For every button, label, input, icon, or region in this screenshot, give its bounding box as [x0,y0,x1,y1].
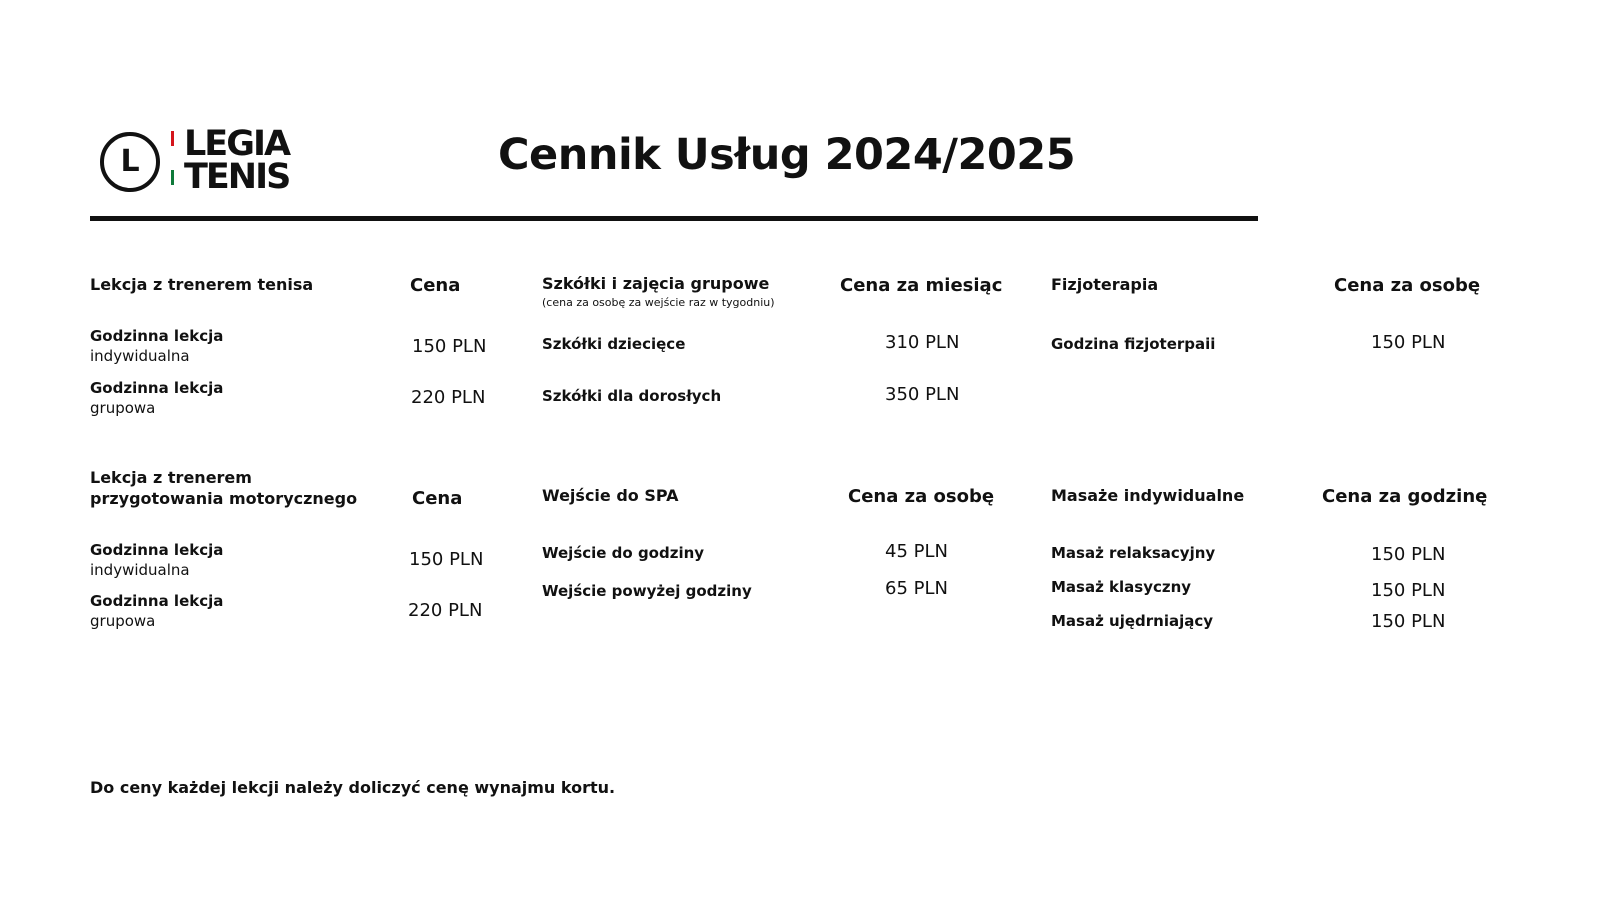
fizjo-heading: Fizjoterapia [1051,275,1159,294]
szkolki-item-price: 350 PLN [885,384,960,405]
masaze-item-name: Masaż klasyczny [1051,578,1192,596]
tenis-item-sub: indywidualna [90,347,190,365]
motor-item-name: Godzinna lekcja [90,541,224,559]
spa-item-name: Wejście do godziny [542,544,705,562]
szkolki-price-heading: Cena za miesiąc [840,275,1003,296]
spa-heading: Wejście do SPA [542,486,679,505]
masaze-item-name: Masaż relaksacyjny [1051,544,1216,562]
masaze-item-price: 150 PLN [1371,611,1446,632]
szkolki-item-name: Szkółki dziecięce [542,335,686,353]
spa-item-price: 65 PLN [885,578,948,599]
tenis-item-price: 220 PLN [411,387,486,408]
motor-item-price: 220 PLN [408,600,483,621]
logo-word-legia: LEGIA [184,124,290,164]
spa-price-heading: Cena za osobę [848,486,995,507]
tenis-item-name: Godzinna lekcja [90,379,224,397]
logo-green-bar [171,170,174,185]
page-title: Cennik Usług 2024/2025 [498,130,1076,180]
tenis-price-heading: Cena [410,275,461,296]
footer-note: Do ceny każdej lekcji należy doliczyć cenę wynajmu kortu. [90,778,616,797]
masaze-heading: Masaże indywidualne [1051,486,1245,505]
masaze-item-name: Masaż ujędrniający [1051,612,1214,630]
motor-heading-line2: przygotowania motorycznego [90,489,358,508]
szkolki-heading: Szkółki i zajęcia grupowe [542,274,770,293]
logo-word-tenis: TENIS [184,157,290,197]
tenis-item-price: 150 PLN [412,336,487,357]
szkolki-item-name: Szkółki dla dorosłych [542,387,722,405]
motor-price-heading: Cena [412,488,463,509]
fizjo-price-heading: Cena za osobę [1334,275,1481,296]
spa-item-name: Wejście powyżej godziny [542,582,752,600]
masaze-item-price: 150 PLN [1371,580,1446,601]
szkolki-note: (cena za osobę za wejście raz w tygodniu) [542,296,775,309]
szkolki-item-price: 310 PLN [885,332,960,353]
fizjo-item-name: Godzina fizjoterpaii [1051,335,1216,353]
spa-item-price: 45 PLN [885,541,948,562]
logo-letter: L [120,144,140,179]
tenis-item-sub: grupowa [90,399,156,417]
motor-item-name: Godzinna lekcja [90,592,224,610]
masaze-price-heading: Cena za godzinę [1322,486,1488,507]
fizjo-item-price: 150 PLN [1371,332,1446,353]
motor-item-sub: indywidualna [90,561,190,579]
motor-heading-line1: Lekcja z trenerem [90,468,252,487]
logo-red-bar [171,131,174,146]
motor-item-sub: grupowa [90,612,156,630]
tenis-heading: Lekcja z trenerem tenisa [90,275,314,294]
motor-item-price: 150 PLN [409,549,484,570]
title-divider [90,216,1258,221]
tenis-item-name: Godzinna lekcja [90,327,224,345]
masaze-item-price: 150 PLN [1371,544,1446,565]
